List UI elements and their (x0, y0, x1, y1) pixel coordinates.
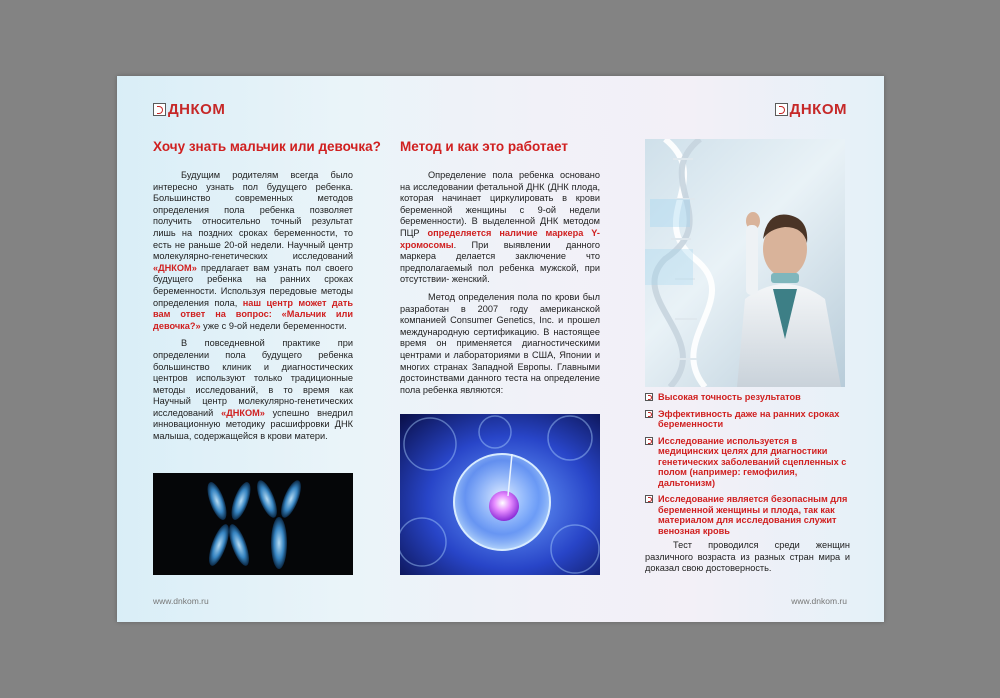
benefits-list (645, 392, 850, 542)
list-item: Исследование используется в медицинских целях для диагностики генетических заболеваний сцепленных с полом (например: гемофилия, дальтонизм) (645, 436, 850, 489)
column1-title: Хочу знать мальчик или девочка? (153, 139, 381, 154)
logo-mark-icon (153, 103, 166, 116)
bullet-logo-icon (645, 437, 653, 445)
footer-website-left: www.dnkom.ru (153, 596, 209, 606)
logo-mark-icon (775, 103, 788, 116)
list-item: Эффективность даже на ранних сроках беременности (645, 409, 850, 430)
brand-logo-right (775, 101, 847, 118)
brochure-sheet (117, 76, 884, 622)
footer-website-right: www.dnkom.ru (791, 596, 847, 606)
cell-microscopy-image (400, 414, 600, 575)
brand-logo (153, 101, 225, 118)
column2-title: Метод и как это работает (400, 139, 568, 154)
column1-paragraph-1: Будущим родителям всегда было интересно узнать пол будущего ребенка. Большинство современных методов определения пола ребенка позволяет получить относительно точный результат лишь на поздних сроках беременности, то есть не раньше 20-ой недели. Научный центр молекулярно-генетических исследований «ДНКОМ» предлагает вам узнать пол своего будущего ребенка на ранних сроках беременности. Используя передовые методы определения пола, наш центр может дать вам ответ на вопрос: «Мальчик или девочка?» уже с 9-ой недели беременности. (153, 170, 353, 331)
scientist-dna-image (645, 139, 845, 387)
column3-closing: Тест проводился среди женщин различного возраста из разных стран мира и доказал свою достоверность. (645, 540, 850, 574)
column2-paragraph-1: Определение пола ребенка основано на исследовании фетальной ДНК (ДНК плода, которая начинает циркулировать в крови беременной женщины с 9-ой недели беременности). В выделенной ДНК методом ПЦР определяется наличие маркера Y-хромосомы. При выявлении данного маркера делается заключение что предполагаемый пол ребенка мужской, при отсутствии- женский. (400, 170, 600, 285)
column3-body (645, 540, 850, 581)
list-item: Высокая точность результатов (645, 392, 850, 403)
column2-paragraph-2: Метод определения пола по крови был разработан в 2007 году американской компанией Consumer Genetics, Inc. и прошел международную сертификацию. В настоящее время он применяется диагностическими центрами и лабораториями в США, Японии и многих странах Западной Европы. Главными достоинствами данного теста на определение пола ребенка являются: (400, 291, 600, 395)
bullet-logo-icon (645, 393, 653, 401)
bullet-logo-icon (645, 495, 653, 503)
column1-paragraph-2: В повседневной практике при определении пола будущего ребенка большинство клиник и диагностических центров используют только традиционные методы исследований, в то время как Научный центр молекулярно-генетических исследований «ДНКОМ» успешно внедрил инновационную методику расшифровки ДНК малыша, содержащейся в крови матери. (153, 338, 354, 442)
logo-text: ДНКОМ (789, 101, 847, 118)
list-item: Исследование является безопасным для беременной женщины и плода, так как материалом для исследования служит венозная кровь (645, 494, 850, 536)
bullet-logo-icon (645, 410, 653, 418)
logo-text: ДНКОМ (168, 101, 226, 118)
column2-body (400, 170, 600, 402)
xy-chromosome-image (153, 473, 353, 575)
column1-body (153, 170, 353, 449)
